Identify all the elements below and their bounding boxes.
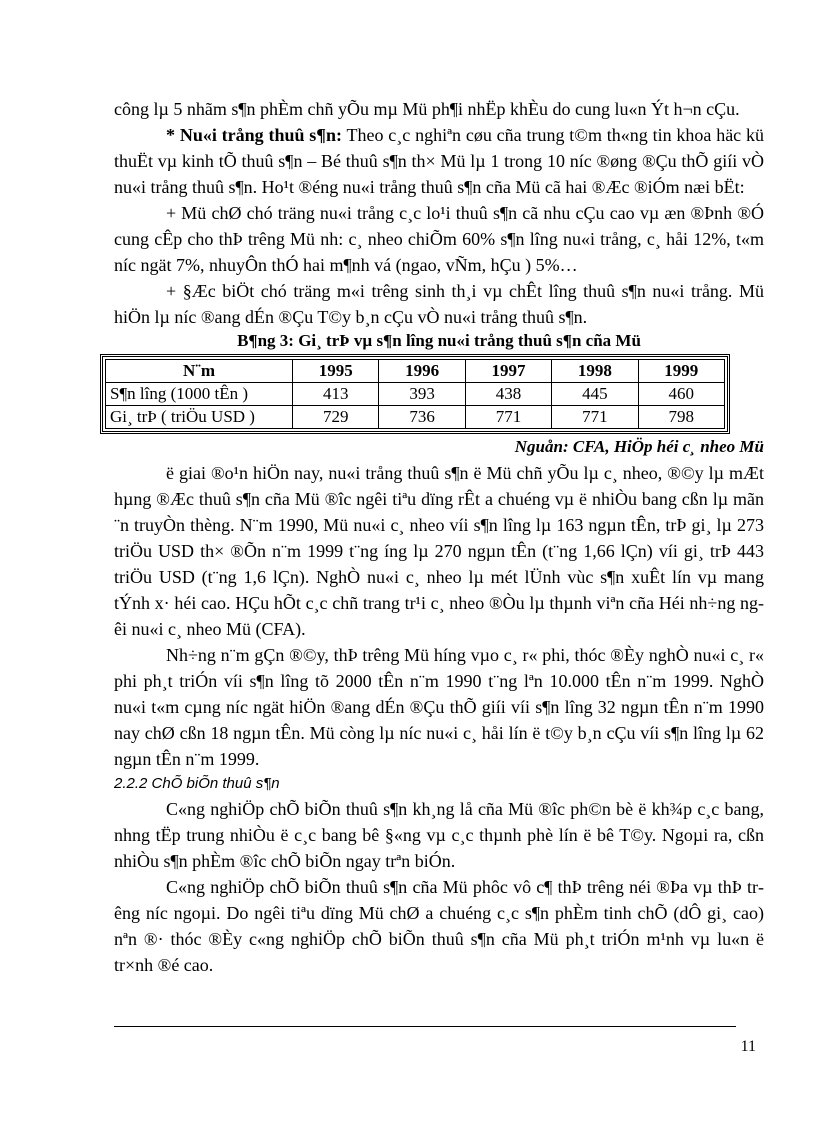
data-table — [105, 359, 725, 429]
paragraph-point-2: + §Æc biÖt chó träng m«i trêng sinh th¸i vµ chÊt lîng thuû s¶n nu«i trång. Mü hiÖn lµ níc ®ang dÉn ®Çu T©y b¸n cÇu vÒ nu«i trång thuû s¶n. — [114, 281, 764, 327]
table-header-row — [106, 360, 725, 383]
paragraph-catfish: ë giai ®o¹n hiÖn nay, nu«i trång thuû s¶n ë Mü chñ yÕu lµ c¸ nheo, ®©y lµ mÆt hµng ®Æc thuû s¶n cña Mü ®îc ngêi tiªu dïng rÊt a chuéng vµ ë nhiÒu bang cßn lµ mãn ¨n truyÒn thèng. N¨m 1990, Mü nu«i c¸ nheo víi s¶n lîng lµ 163 ngµn tÊn, trÞ gi¸ lµ 273 triÖu USD th× ®Õn n¨m 1999 t¨ng íng lµ 270 ngµn tÊn (t¨ng 1,66 lÇn) víi gi¸ trÞ 443 triÖu USD (t¨ng 1,6 lÇn). NghÒ nu«i c¸ nheo lµ mét lÜnh vùc s¶n xuÊt lín vµ mang tÝnh x· héi cao. HÇu hÕt c¸c chñ trang tr¹i c¸ nheo ®Òu lµ thµnh viªn cña Héi nh÷ng ngêi nu«i c¸ nheo Mü (CFA). — [114, 463, 764, 639]
table-row-label: S¶n lîng (1000 tÊn ) — [106, 383, 293, 406]
table-cell: 460 — [638, 383, 724, 406]
data-table-frame — [100, 354, 730, 434]
table-cell: 413 — [293, 383, 379, 406]
table-header-cell: 1997 — [465, 360, 551, 383]
table-cell: 736 — [379, 406, 465, 429]
table-row — [106, 383, 725, 406]
table-caption: B¶ng 3: Gi¸ trÞ vµ s¶n lîng nu«i trång thuû s¶n cña Mü — [237, 331, 641, 350]
table-cell: 771 — [552, 406, 638, 429]
table-header-cell: 1998 — [552, 360, 638, 383]
table-cell: 771 — [465, 406, 551, 429]
table-header-cell: 1995 — [293, 360, 379, 383]
paragraph-1: công lµ 5 nhãm s¶n phÈm chñ yÕu mµ Mü ph¶i nhËp khÈu do cung lu«n Ýt h¬n cÇu. — [114, 99, 740, 119]
paragraph-aquaculture — [114, 122, 764, 200]
page-number: 11 — [740, 1038, 756, 1055]
table-cell: 393 — [379, 383, 465, 406]
table-row-label: Gi¸ trÞ ( triÖu USD ) — [106, 406, 293, 429]
table-header-cell: 1996 — [379, 360, 465, 383]
table-row — [106, 406, 725, 429]
table-cell: 445 — [552, 383, 638, 406]
table-cell: 729 — [293, 406, 379, 429]
table-cell: 438 — [465, 383, 551, 406]
aquaculture-text: Theo c¸c nghiªn cøu cña trung t©m th«ng tin khoa häc kü thuËt vµ kinh tÕ thuû s¶n – Bé thuû s¶n th× Mü lµ 1 trong 10 níc ®øng ®Çu thÕ giíi vÒ nu«i trång thuû s¶n. Ho¹t ®éng nu«i trång thuû s¶n cña Mü cã hai ®Æc ®iÓm næi bËt: — [114, 125, 764, 197]
section-subheading: 2.2.2 ChÕ biÕn thuû s¶n — [114, 775, 280, 792]
table-source: Nguån: CFA, HiÖp héi c¸ nheo Mü — [514, 437, 764, 456]
footer-rule — [114, 1026, 736, 1027]
document-page — [110, 96, 764, 978]
paragraph-point-1: + Mü chØ chó träng nu«i trång c¸c lo¹i thuû s¶n cã nhu cÇu cao vµ æn ®Þnh ®Ó cung cÊp cho thÞ trêng Mü nh: c¸ nheo chiÕm 60% s¶n lîng nu«i trång, c¸ håi 12%, t«m níc ngät 7%, nhuyÔn thÓ hai m¶nh vá (ngao, vÑm, hÇu ) 5%… — [114, 203, 764, 275]
paragraph-processing-2: C«ng nghiÖp chÕ biÕn thuû s¶n cña Mü phôc vô c¶ thÞ trêng néi ®Þa vµ thÞ trêng níc ngoµi. Do ngêi tiªu dïng Mü chØ a chuéng c¸c s¶n phÈm tinh chÕ (dÔ gi¸ cao) nªn ®· thóc ®Èy c«ng nghiÖp chÕ biÕn thuû s¶n cña Mü ph¸t triÓn m¹nh vµ lu«n ë tr×nh ®é cao. — [114, 877, 764, 975]
table-cell: 798 — [638, 406, 724, 429]
table-header-cell: 1999 — [638, 360, 724, 383]
paragraph-tilapia: Nh÷ng n¨m gÇn ®©y, thÞ trêng Mü híng vµo c¸ r« phi, thóc ®Èy nghÒ nu«i c¸ r« phi ph¸t triÓn víi s¶n lîng tõ 2000 tÊn n¨m 1990 t¨ng lªn 10.000 tÊn n¨m 1999. NghÒ nu«i t«m cµng níc ngät hiÖn ®ang dÉn ®Çu thÕ giíi víi s¶n lîng 32 ngµn tÊn n¨m 1990 nay chØ cßn 18 ngµn tÊn. Mü còng lµ níc nu«i c¸ håi lín ë t©y b¸n cÇu víi s¶n lîng lµ 62 ngµn tÊn n¨m 1999. — [114, 645, 764, 769]
aquaculture-heading: * Nu«i trång thuû s¶n: — [166, 125, 343, 145]
table-header-cell: N¨m — [106, 360, 293, 383]
paragraph-processing-1: C«ng nghiÖp chÕ biÕn thuû s¶n kh¸ng lå cña Mü ®îc ph©n bè ë kh¾p c¸c bang, nhng tËp trung nhiÒu ë c¸c bang bê §«ng vµ c¸c thµnh phè lín ë bê T©y. Ngoµi ra, cßn nhiÒu s¶n phÈm ®îc chÕ biÕn ngay trªn biÓn. — [114, 799, 764, 871]
